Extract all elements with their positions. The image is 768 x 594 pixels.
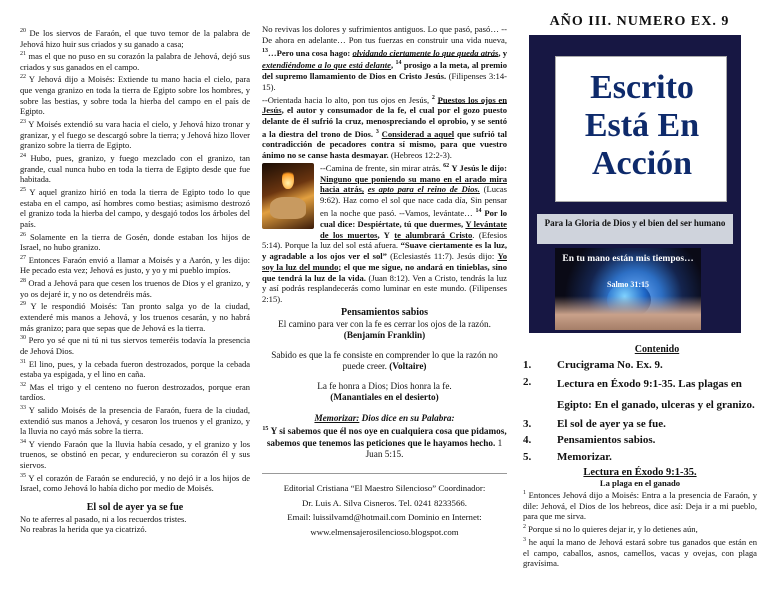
verse-number: 22 [20,74,26,81]
verse-text: Y aquel granizo hirió en toda la tierra de Egipto todo lo que estaba en el campo, así hombres como bestias; asimismo destrozó el granizo toda la hierba del campo, y desgajó todos los árboles del país. [20,186,250,229]
title-line: Acción [591,145,693,182]
text: --Orientada hacia lo alto, pon tus ojos en Jesús, [262,94,430,105]
column-left [20,0,250,594]
verse-text: Orad a Jehová para que cesen los truenos de Dios y el granizo, y yo os dejaré ir, y no os detendréis más. [20,277,250,299]
text: Sabido es que la fe consiste en comprender lo que la razón no puede creer. [271,349,498,372]
contents-text: Crucigrama No. Ex. 9. [557,359,663,371]
paragraph-pasado: No revivas los dolores y sufrimientos antiguos. Lo que pasó, pasó… --De ahora en adelante… Pon tus fuerzas en construir una vida nueva, $^{13}$…Pero una cosa hago: olvidando ciertamente lo que queda atrás, y extendiéndome a lo que está delante, $^{14}$ prosigo a la meta, al premio del supremo llamamiento de Dios en Cristo Jesús. (Filipenses 3:14-15). [262,24,507,92]
verse-number: 25 [20,186,26,193]
text: Por lo cual dice: Despiértate, tú que duermes, [320,207,507,229]
verse-number: 30 [20,335,26,342]
verse [20,253,250,276]
memorize-block [262,413,507,461]
contents-text: Pensamientos sabios. [557,434,656,446]
text: extendiéndome a lo que está delante [262,60,391,71]
author: (Voltaire) [389,361,427,372]
contents-item [523,374,757,416]
verse-text: Y Jehová dijo a Moisés: Extiende tu mano hacia el cielo, para que venga granizo en toda la tierra de Egipto sobre los hombres, y sobre las bestias, y sobre toda la hierba del campo en el país de Egipto. [20,74,250,117]
text: (Eclesiastés 11:7). Jesús dijo: [390,251,495,262]
flame-icon [282,169,294,189]
exodus-verses [20,26,250,494]
verse-number: 1 [523,490,526,496]
contents-item [523,357,757,374]
verse [20,49,250,72]
verse-number: 32 [20,381,26,388]
verse-text: Y salido Moisés de la presencia de Faraón, fuera de la ciudad, extendió sus manos a Jehová, y cesaron los truenos y el granizo, y la lluvia no cayó más sobre la tierra. [20,404,250,437]
verse-number: 27 [20,254,26,261]
verse [20,333,250,356]
verse-number: 14 [475,208,482,215]
text: Y Jesús le dijo: [451,162,507,173]
verse-text: he aquí la mano de Jehová estará sobre tus ganados que están en el campo, caballos, asnos, camellos, vacas y ovejas, con plaga gravísima. [523,536,757,569]
title-line: Escrito [590,69,694,106]
column-middle [262,0,507,594]
verse-number: 20 [20,28,26,34]
hand-icon [555,296,701,330]
text: prosigo a la meta, al premio del supremo llamamiento de Dios en Cristo Jesús. [262,60,507,81]
verse-text: Porque si no lo quieres dejar ir, y lo detienes aún, [528,524,698,535]
verse-number: 14 [395,60,402,67]
contents-item [523,416,757,433]
footer-line: Dr. Luis A. Silva Cisneros. Tel. 0241 8233566. [302,497,467,508]
verse-text: Solamente en la tierra de Gosén, donde estaban los hijos de Israel, no hubo granizo. [20,231,250,253]
teapot-fire-image [262,163,314,229]
verse [20,299,250,333]
verse-number: 26 [20,231,26,238]
text: No revivas los dolores y sufrimientos antiguos. Lo que pasó, pasó… --De ahora en adelante… Pon tus fuerzas en construir una vida nueva, [262,24,507,45]
verse-text: Y Moisés extendió su vara hacia el cielo, y Jehová hizo tronar y granizar, y el fuego se descargó sobre la tierra; y Jehová hizo llover granizo sobre la tierra de Egipto. [20,118,250,151]
memorize-text: Y si sabemos que él nos oye en cualquiera cosa que pidamos, sabemos que tenemos las peticiones que le hayamos hecho. [266,426,507,448]
verse-text: De los siervos de Faraón, el que tuvo temor de la palabra de Jehová hizo huir sus criados y su ganado a casa; [20,27,250,49]
footer-line: Email: luissilvamd@hotmail.com Dominio en Internet: [287,512,482,523]
contents-list [523,357,757,465]
text: …Pero una cosa hago: [268,47,351,58]
lesson-verse [523,535,757,569]
text: que sufrió tal contradicción de pecadores contra sí mismo, para que vuestro ánimo no se canse hasta desmayar. [262,128,507,161]
footer-line: Editorial Cristiana “El Maestro Silencioso” Coordinador: [283,482,486,493]
verse-text: Y le respondió Moisés: Tan pronto salga yo de la ciudad, extenderé mis manos a Jehová, y los truenos cesarán, y no habrá más granizo; para que sepas que de Jehová es la tierra. [20,301,250,333]
text: , y [498,47,507,58]
subtitle-banner: Para la Gloria de Dios y el bien del ser humano [537,214,733,244]
text: --Camina de frente, sin mirar atrás. [320,162,441,173]
verse-text: Hubo, pues, granizo, y fuego mezclado con el granizo, tan grande, cual nunca hubo en toda la tierra de Egipto desde que fue habitada. [20,152,250,185]
verse [20,380,250,403]
lesson-subtitle: La plaga en el ganado [599,478,681,488]
contents-text: Lectura en Éxodo 9:1-35. Las plagas en Egipto: En el ganado, ulceras y el granizo. [557,377,755,411]
verse [20,403,250,437]
verse-number: 23 [20,119,26,126]
title-line: Está En [584,107,700,144]
reference: (Filipenses 3:14-15). [262,70,507,92]
footer-credits [262,473,507,539]
verse [20,117,250,151]
thoughts-title: Pensamientos sabios [341,307,428,319]
verse-text: Mas el trigo y el centeno no fueron destrozados, porque eran tardíos. [20,381,250,403]
table-of-contents [523,344,757,569]
text: olvidando ciertamente lo que queda atrás [352,47,499,58]
paragraph-jesus [262,93,507,162]
verse-number: 34 [20,438,26,445]
text: Yo soy la luz del mundo [262,251,507,272]
lesson-title: Lectura en Éxodo 9:1-35. [583,467,697,478]
text: te alumbrará Cristo [394,229,473,240]
verse [20,185,250,230]
verse-number: 2 [523,524,526,531]
text: ; el que me sigue, no andará en tinieblas, sino que tendrá la luz de la vida. [262,261,507,283]
text: Ninguno que poniendo su mano en el arado mira hacia atrás, [320,173,507,195]
verse [20,151,250,185]
contents-text: Memorizar. [557,450,612,463]
photo-caption: En tu mano están mis tiempos… [562,254,694,264]
contents-number: 3. [523,417,532,430]
verse-text: Y viendo Faraón que la lluvia había cesado, y el granizo y los truenos, se obstinó en pecar, y endurecieron su corazón él y sus siervos. [20,438,250,471]
contents-number: 5. [523,450,532,463]
verse-text: El lino, pues, y la cebada fueron destrozados, porque la cebada estaba ya espigada, y el lino en caña. [20,358,250,380]
teapot-icon [270,197,306,219]
verse-number: 29 [20,301,26,308]
column-right [517,0,762,594]
section-line: No reabras la herida que ya cicatrizó. [20,524,147,535]
verse [20,471,250,494]
text: Y levántate de los muertos [320,218,507,240]
verse-text: Y el corazón de Faraón se endureció, y no dejó ir a los hijos de Israel, como Jehová lo había dicho por medio de Moisés. [20,472,250,494]
text: Puestos los ojos en Jesús [262,94,507,116]
author: (Benjamín Franklin) [343,330,426,341]
section-line: No te aferres al pasado, ni a los recuerdos tristes. [20,513,187,524]
text: , el autor y consumador de la fe, el cual por el gozo puesto delante de él sufrió la cruz, menospreciando el oprobio, y se sentó a la diestra del trono de Dios. [262,105,507,139]
contents-number: 1. [523,359,532,371]
contents-title: Contenido [634,344,680,355]
verse-number: 35 [20,472,26,479]
verse-number: 3 [523,536,526,543]
verse-number: 15 [262,426,269,433]
author: (Manantiales en el desierto) [330,392,439,403]
verse-text: mas el que no puso en su corazón la palabra de Jehová, dejó sus criados y sus ganados en el campo. [20,51,250,72]
section-title-sol: El sol de ayer ya se fue [86,502,184,514]
newsletter-title [556,69,728,183]
verse-text: Entonces Faraón envió a llamar a Moisés y a Aarón, y les dijo: He pecado esta vez; Jehová es justo, y yo y mi pueblo impíos. [20,254,250,276]
verse-number: 2 [431,94,435,101]
verse [20,72,250,117]
memorize-subtitle: Dios dice en su Palabra: [361,412,455,423]
verse [20,357,250,380]
globe-in-hand-image [555,248,701,330]
thought-1 [262,319,507,342]
verse [20,26,250,49]
text: Considerad a aquel [381,128,455,139]
verse-text: Pero yo sé que ni tú ni tus siervos temeréis todavía la presencia de Jehová Dios. [20,335,250,356]
contents-text: El sol de ayer ya se fue. [557,417,666,430]
contents-number: 2. [523,375,532,388]
lesson-verse [523,488,757,522]
text: . (Efesios 5:14). Porque la luz del sol está afuera. [262,229,507,251]
issue-number: AÑO III. NUMERO EX. 9 [549,14,730,29]
verse [20,276,250,299]
text: , Y [377,229,390,240]
lesson-verse [523,522,757,535]
contents-item [523,449,757,466]
verse-number: 3 [375,128,379,135]
text: (Lucas 9:62). Haz como el sol que nace cada día, Sin pensar en la noche que pasó. --Vamos, levántate… [320,184,507,218]
verse [20,230,250,253]
verse [20,437,250,471]
footer-line: www.elmensajerosilencioso.blogspot.com [310,526,459,537]
text: (Juan 8:12). Ven a Cristo, tendrás la luz y así podrás resplandecerás como luminar en este mundo. (Filipenses 2:15). [262,272,507,305]
verse-number: 28 [20,278,26,285]
text: es apto para el reino de Dios. [367,184,480,195]
verse-number: 13 [262,47,268,54]
thought-3 [262,381,507,404]
verse-number: 31 [20,358,26,365]
verse-number: 21 [20,51,26,58]
title-box [555,56,727,202]
thought-2 [262,350,507,373]
contents-item [523,432,757,449]
text: El camino para ver con la fe es cerrar los ojos de la razón. [278,318,491,329]
verse-text: Entonces Jehová dijo a Moisés: Entra a la presencia de Faraón, y dile: Jehová, el Dios de los hebreos, dice así: Deja ir a mi pueblo, para que me sirva. [523,489,758,522]
text: La fe honra a Dios; Dios honra la fe. [317,380,452,391]
verse-number: 24 [20,153,26,160]
lesson-verses [523,488,757,569]
reference: 1 Juan 5:15. [365,437,503,460]
memorize-title: Memorizar: [314,412,360,423]
verse-number: 62 [443,163,450,169]
text: “Suave ciertamente es la luz, y agradable a los ojos ver el sol” [262,240,507,262]
contents-number: 4. [523,434,532,446]
reference: (Hebreos 12:2-3). [390,150,452,161]
photo-reference: Salmo 31:15 [607,280,649,289]
verse-number: 33 [20,404,26,411]
